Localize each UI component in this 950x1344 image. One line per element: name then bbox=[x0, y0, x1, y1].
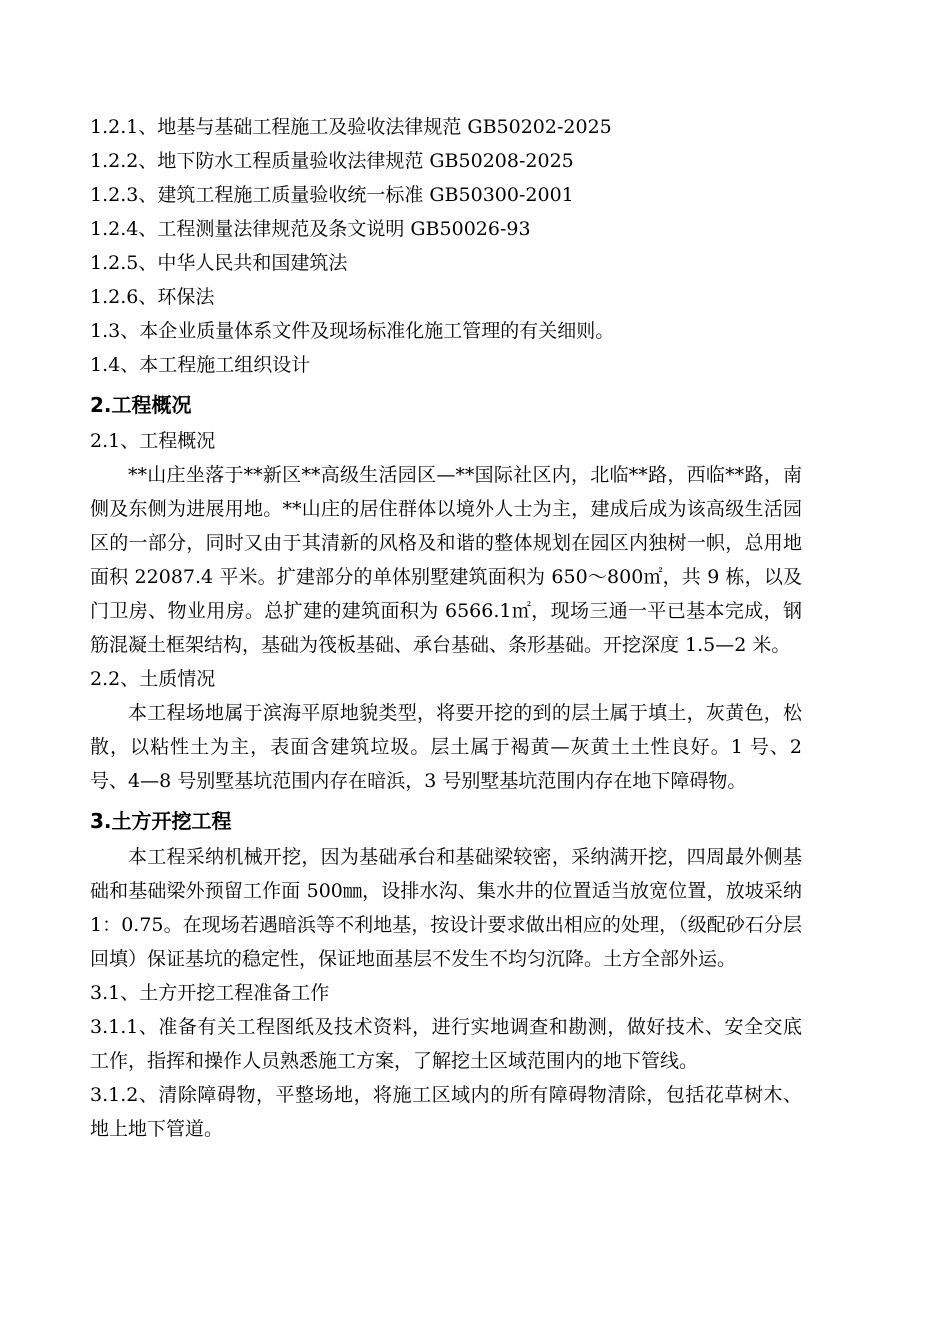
section-heading-2: 2.工程概况 bbox=[90, 393, 192, 417]
project-overview-paragraph: **山庄坐落于**新区**高级生活园区—**国际社区内，北临**路，西临**路，南侧及东侧为进展用地。**山庄的居住群体以境外人士为主，建成后成为该高级生活园区的一部分，同时又由于其清新的风格及和谐的整体规划在园区内独树一帜，总用地面积 22087.4 平米。扩建部分的单体别墅建筑面积为 650～800㎡，共 9 栋，以及门卫房、物业用房。总扩建的建筑面积为 6566.1㎡，现场三通一平已基本完成，钢筋混凝土框架结构，基础为筏板基础、承台基础、条形基础。开挖深度 1.5—2 米。 bbox=[90, 464, 802, 656]
subsection-title: 3.1、土方开挖工程准备工作 bbox=[90, 982, 330, 1004]
document-content bbox=[90, 110, 820, 1146]
reference-item: 1.2.3、建筑工程施工质量验收统一标准 GB50300-2001 bbox=[90, 184, 574, 206]
reference-item: 1.2.1、地基与基础工程施工及验收法律规范 GB50202-2025 bbox=[90, 116, 612, 138]
prep-item: 3.1.2、清除障碍物，平整场地，将施工区域内的所有障碍物清除，包括花草树木、地上地下管道。 bbox=[90, 1084, 802, 1140]
subsection-title: 2.1、工程概况 bbox=[90, 430, 216, 452]
reference-item: 1.3、本企业质量体系文件及现场标准化施工管理的有关细则。 bbox=[90, 320, 615, 342]
excavation-intro-paragraph: 本工程采纳机械开挖，因为基础承台和基础梁较密，采纳满开挖，四周最外侧基础和基础梁外预留工作面 500㎜，设排水沟、集水井的位置适当放宽位置，放坡采纳 1：0.75。在现场若遇暗浜等不利地基，按设计要求做出相应的处理，（级配砂石分层回填）保证基坑的稳定性，保证地面基层不发生不均匀沉降。土方全部外运。 bbox=[90, 846, 802, 970]
reference-item: 1.4、本工程施工组织设计 bbox=[90, 354, 311, 376]
reference-item: 1.2.4、工程测量法律规范及条文说明 GB50026-93 bbox=[90, 218, 531, 240]
soil-condition-paragraph: 本工程场地属于滨海平原地貌类型，将要开挖的到的层土属于填土，灰黄色，松散，以粘性土为主，表面含建筑垃圾。层土属于褐黄—灰黄土土性良好。1 号、2 号、4—8 号别墅基坑范围内存在暗浜，3 号别墅基坑范围内存在地下障碍物。 bbox=[90, 702, 802, 792]
subsection-title: 2.2、土质情况 bbox=[90, 668, 216, 690]
reference-item: 1.2.5、中华人民共和国建筑法 bbox=[90, 252, 348, 274]
prep-item: 3.1.1、准备有关工程图纸及技术资料，进行实地调查和勘测，做好技术、安全交底工作，指挥和操作人员熟悉施工方案，了解挖土区域范围内的地下管线。 bbox=[90, 1016, 802, 1072]
reference-item: 1.2.2、地下防水工程质量验收法律规范 GB50208-2025 bbox=[90, 150, 574, 172]
section-heading-3: 3.土方开挖工程 bbox=[90, 809, 232, 833]
reference-item: 1.2.6、环保法 bbox=[90, 286, 215, 308]
